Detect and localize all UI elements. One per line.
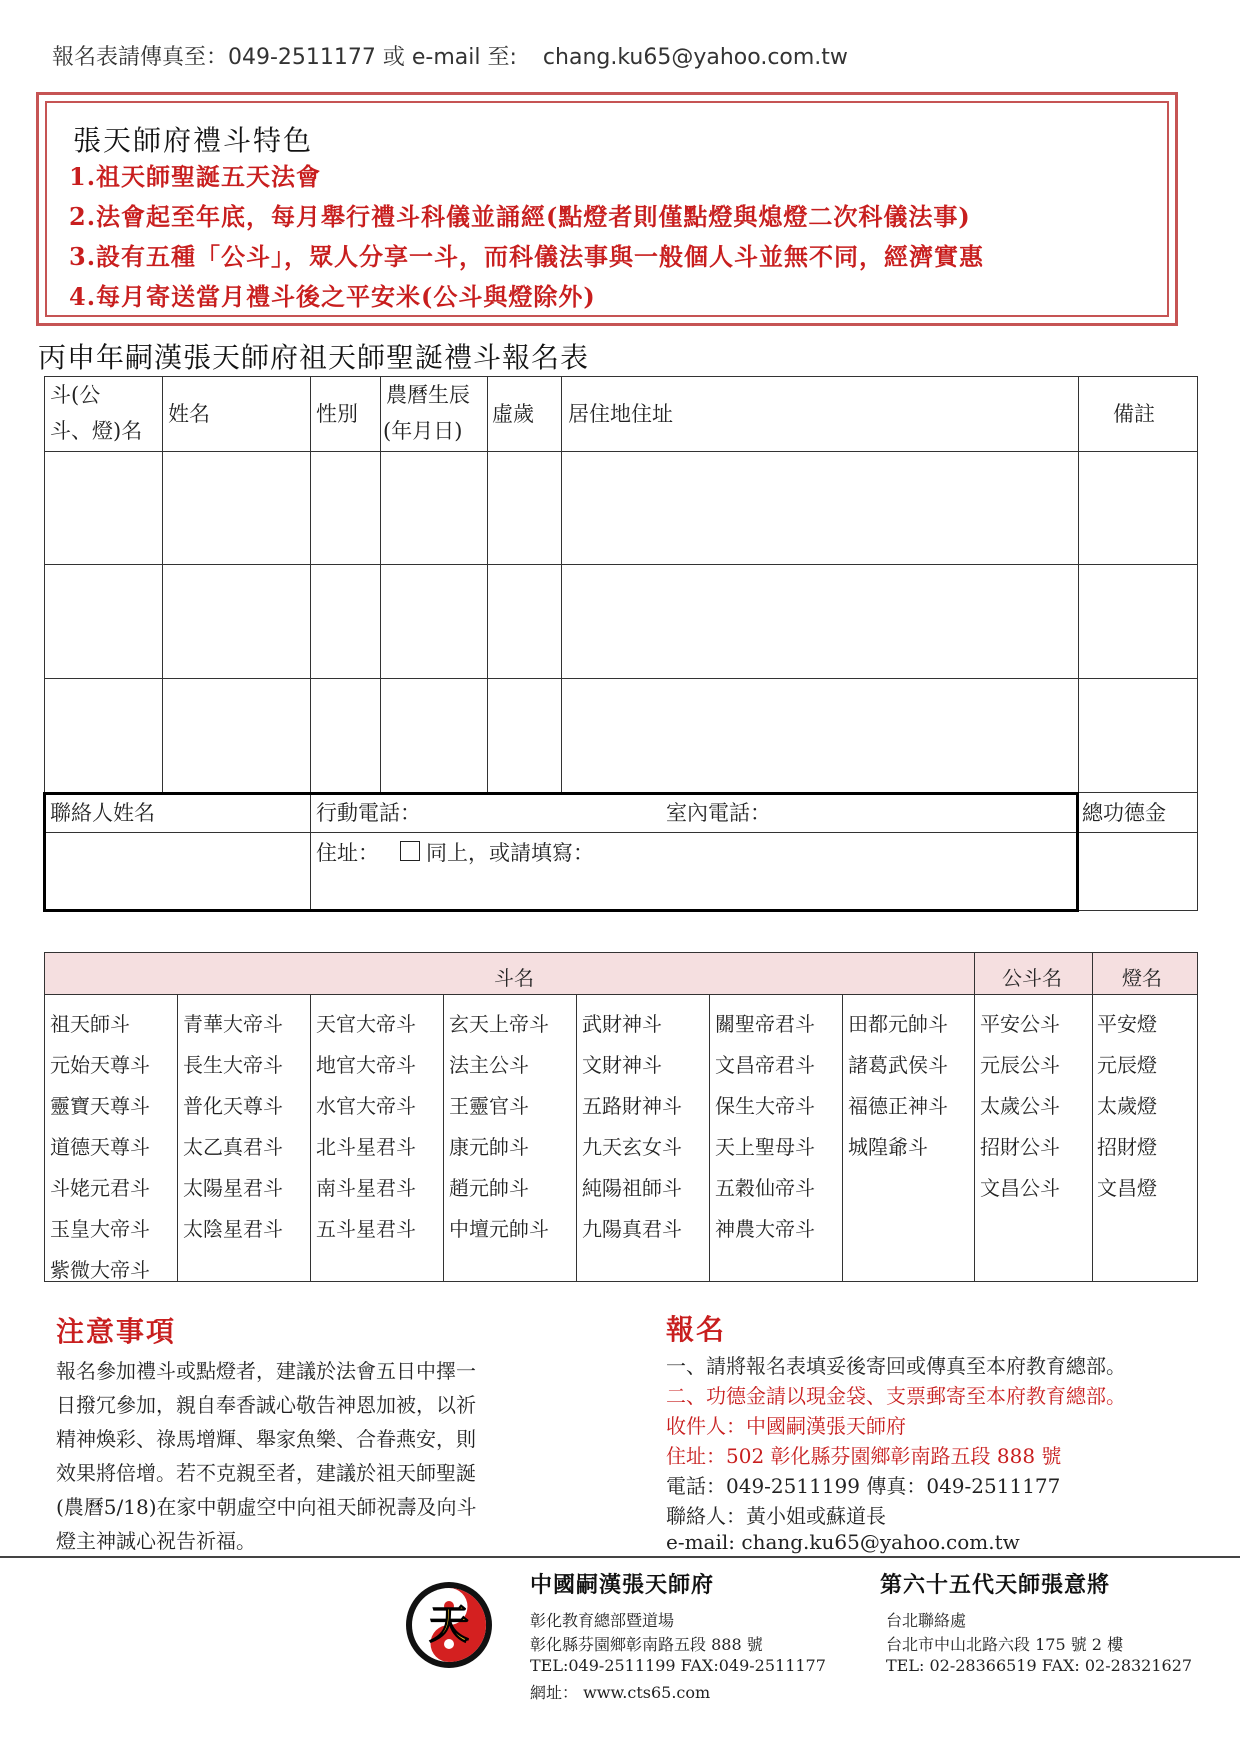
header-dou-name-2: 斗、燈)名 [50, 419, 143, 443]
taiji-logo-icon [404, 1580, 494, 1670]
entry-row-3[interactable] [45, 679, 1197, 792]
dou-name-cell: 保生大帝斗 [715, 1094, 815, 1118]
dou-name-cell: 太乙真君斗 [183, 1135, 283, 1159]
address-label: 住址： [316, 841, 379, 865]
dou-name-cell: 水官大帝斗 [316, 1094, 416, 1118]
registration-recipient: 收件人：中國嗣漢張天師府 [666, 1414, 906, 1438]
dou-name-cell: 紫微大帝斗 [50, 1258, 150, 1282]
dou-name-cell: 純陽祖師斗 [582, 1176, 682, 1200]
notice-title: 注意事項 [56, 1315, 177, 1348]
dou-name-cell: 斗姥元君斗 [50, 1176, 150, 1200]
gong-dou-cell: 太歲公斗 [980, 1094, 1060, 1118]
footer-divider [0, 1556, 1240, 1558]
mobile-label: 行動電話： [316, 801, 421, 825]
notice-line-4: 效果將倍增。若不克親至者，建議於祖天師聖誕 [56, 1461, 476, 1485]
feature-item-4: 4.每月寄送當月禮斗後之平安米(公斗與燈除外) [69, 282, 596, 311]
footer-right-line-3: TEL: 02-28366519 FAX: 02-28321627 [886, 1656, 1193, 1675]
features-box [36, 92, 1178, 326]
fax-text: 報名表請傳真至：049-2511177 或 e-mail 至: [52, 45, 517, 70]
header-name: 姓名 [168, 402, 210, 426]
footer-website[interactable]: 網址： www.cts65.com [530, 1683, 711, 1702]
gong-dou-cell: 文昌公斗 [980, 1176, 1060, 1200]
header-birth-1: 農曆生辰 [386, 383, 470, 407]
dou-header: 斗名 [494, 966, 534, 990]
logo-char: 天 [429, 1601, 469, 1648]
deng-name-cell: 招財燈 [1097, 1135, 1157, 1159]
dou-name-cell: 諸葛武侯斗 [848, 1053, 948, 1077]
dou-name-cell: 文昌帝君斗 [715, 1053, 815, 1077]
footer-left-line-3: TEL:049-2511199 FAX:049-2511177 [530, 1656, 826, 1675]
same-as-above-checkbox[interactable] [400, 841, 420, 861]
dou-name-cell: 太陰星君斗 [183, 1217, 283, 1241]
dou-name-cell: 武財神斗 [582, 1012, 662, 1036]
header-address: 居住地住址 [568, 402, 673, 426]
dou-name-cell: 田都元帥斗 [848, 1012, 948, 1036]
deng-name-cell: 太歲燈 [1097, 1094, 1157, 1118]
features-inner-border [45, 101, 1169, 317]
dou-name-cell: 九天玄女斗 [582, 1135, 682, 1159]
gong-header: 公斗名 [1002, 966, 1062, 990]
dou-name-cell: 王靈官斗 [449, 1094, 529, 1118]
dou-name-cell: 天官大帝斗 [316, 1012, 416, 1036]
notice-line-6: 燈主神誠心祝告祈福。 [56, 1529, 256, 1553]
gong-dou-cell: 平安公斗 [980, 1012, 1060, 1036]
total-label: 總功德金 [1082, 801, 1166, 825]
dou-name-cell: 道德天尊斗 [50, 1135, 150, 1159]
deng-name-cell: 平安燈 [1097, 1012, 1157, 1036]
deng-name-cell: 文昌燈 [1097, 1176, 1157, 1200]
dou-name-cell: 中壇元帥斗 [449, 1217, 549, 1241]
notice-line-5: (農曆5/18)在家中朝虛空中向祖天師祝壽及向斗 [56, 1495, 477, 1519]
fax-instruction [52, 40, 848, 71]
feature-item-3: 3.設有五種「公斗」，眾人分享一斗，而科儀法事與一般個人斗並無不同，經濟實惠 [69, 242, 985, 271]
form-title: 丙申年嗣漢張天師府祖天師聖誕禮斗報名表 [38, 341, 590, 374]
dou-name-cell: 祖天師斗 [50, 1012, 130, 1036]
feature-item-2: 2.法會起至年底，每月舉行禮斗科儀並誦經(點燈者則僅點燈與熄燈二次科儀法事) [69, 202, 971, 231]
dou-name-cell: 九陽真君斗 [582, 1217, 682, 1241]
dou-name-cell: 五路財神斗 [582, 1094, 682, 1118]
registration-address: 住址：502 彰化縣芬園鄉彰南路五段 888 號 [666, 1444, 1062, 1468]
notice-text [56, 1354, 546, 1558]
footer-left-line-1: 彰化教育總部暨道場 [530, 1611, 675, 1630]
dou-names-table [44, 952, 1198, 1282]
footer-left-name: 中國嗣漢張天師府 [530, 1572, 715, 1598]
dou-name-cell: 長生大帝斗 [183, 1053, 283, 1077]
dou-name-cell: 南斗星君斗 [316, 1176, 416, 1200]
dou-name-cell: 地官大帝斗 [316, 1053, 416, 1077]
dou-name-cell: 玉皇大帝斗 [50, 1217, 150, 1241]
dou-name-cell: 五斗星君斗 [316, 1217, 416, 1241]
registration-phone: 電話：049-2511199 傳真：049-2511177 [666, 1474, 1061, 1498]
footer-right-line-2: 台北市中山北路六段 175 號 2 樓 [886, 1635, 1124, 1654]
registration-line-1: 一、請將報名表填妥後寄回或傳真至本府教育總部。 [666, 1354, 1126, 1378]
dou-name-cell: 神農大帝斗 [715, 1217, 815, 1241]
notice-line-2: 日撥冗參加，親自奉香誠心敬告神恩加被，以祈 [56, 1393, 476, 1417]
footer-right-line-1: 台北聯絡處 [886, 1611, 967, 1630]
features-title: 張天師府禮斗特色 [73, 124, 314, 157]
notice-line-1: 報名參加禮斗或點燈者，建議於法會五日中擇一 [56, 1359, 476, 1383]
header-age: 虛歲 [492, 402, 534, 426]
notice-line-3: 精神煥彩、祿馬增輝、舉家魚樂、合眷燕安，則 [56, 1427, 476, 1451]
dou-name-cell: 靈寶天尊斗 [50, 1094, 150, 1118]
dou-name-cell: 趙元帥斗 [449, 1176, 529, 1200]
dou-name-cell: 五穀仙帝斗 [715, 1176, 815, 1200]
dou-name-cell: 康元帥斗 [449, 1135, 529, 1159]
deng-name-cell: 元辰燈 [1097, 1053, 1157, 1077]
dou-name-cell: 普化天尊斗 [183, 1094, 283, 1118]
dou-name-cell: 青華大帝斗 [183, 1012, 283, 1036]
header-birth-2: (年月日) [383, 419, 463, 443]
registration-contact: 聯絡人：黃小姐或蘇道長 [666, 1504, 886, 1528]
dou-name-cell: 福德正神斗 [848, 1094, 948, 1118]
registration-title: 報名 [666, 1313, 727, 1346]
email-link[interactable]: chang.ku65@yahoo.com.tw [542, 45, 848, 70]
dou-name-cell: 太陽星君斗 [183, 1176, 283, 1200]
header-dou-name-1: 斗(公 [50, 383, 101, 407]
same-as-above-label: 同上，或請填寫： [426, 841, 594, 865]
entry-row-1[interactable] [45, 452, 1197, 564]
footer-right-name: 第六十五代天師張意將 [880, 1572, 1111, 1598]
feature-item-1: 1.祖天師聖誕五天法會 [69, 162, 322, 191]
dou-name-cell: 城隍爺斗 [848, 1135, 928, 1159]
registration-email[interactable]: e-mail: chang.ku65@yahoo.com.tw [666, 1530, 1020, 1554]
contact-name-label: 聯絡人姓名 [50, 801, 155, 825]
gong-dou-cell: 招財公斗 [980, 1135, 1060, 1159]
header-gender: 性別 [316, 402, 358, 426]
dou-name-cell: 北斗星君斗 [316, 1135, 416, 1159]
entry-row-2[interactable] [45, 565, 1197, 678]
gong-dou-cell: 元辰公斗 [980, 1053, 1060, 1077]
home-phone-label: 室內電話： [666, 801, 771, 825]
dou-name-cell: 文財神斗 [582, 1053, 662, 1077]
registration-line-2: 二、功德金請以現金袋、支票郵寄至本府教育總部。 [666, 1384, 1126, 1408]
footer-left-line-2: 彰化縣芬園鄉彰南路五段 888 號 [530, 1635, 763, 1654]
dou-name-cell: 玄天上帝斗 [449, 1012, 549, 1036]
dou-name-cell: 元始天尊斗 [50, 1053, 150, 1077]
header-note: 備註 [1113, 402, 1155, 426]
deng-header: 燈名 [1122, 966, 1162, 990]
dou-name-cell: 法主公斗 [449, 1053, 529, 1077]
dou-name-cell: 關聖帝君斗 [715, 1012, 815, 1036]
dou-name-cell: 天上聖母斗 [715, 1135, 815, 1159]
